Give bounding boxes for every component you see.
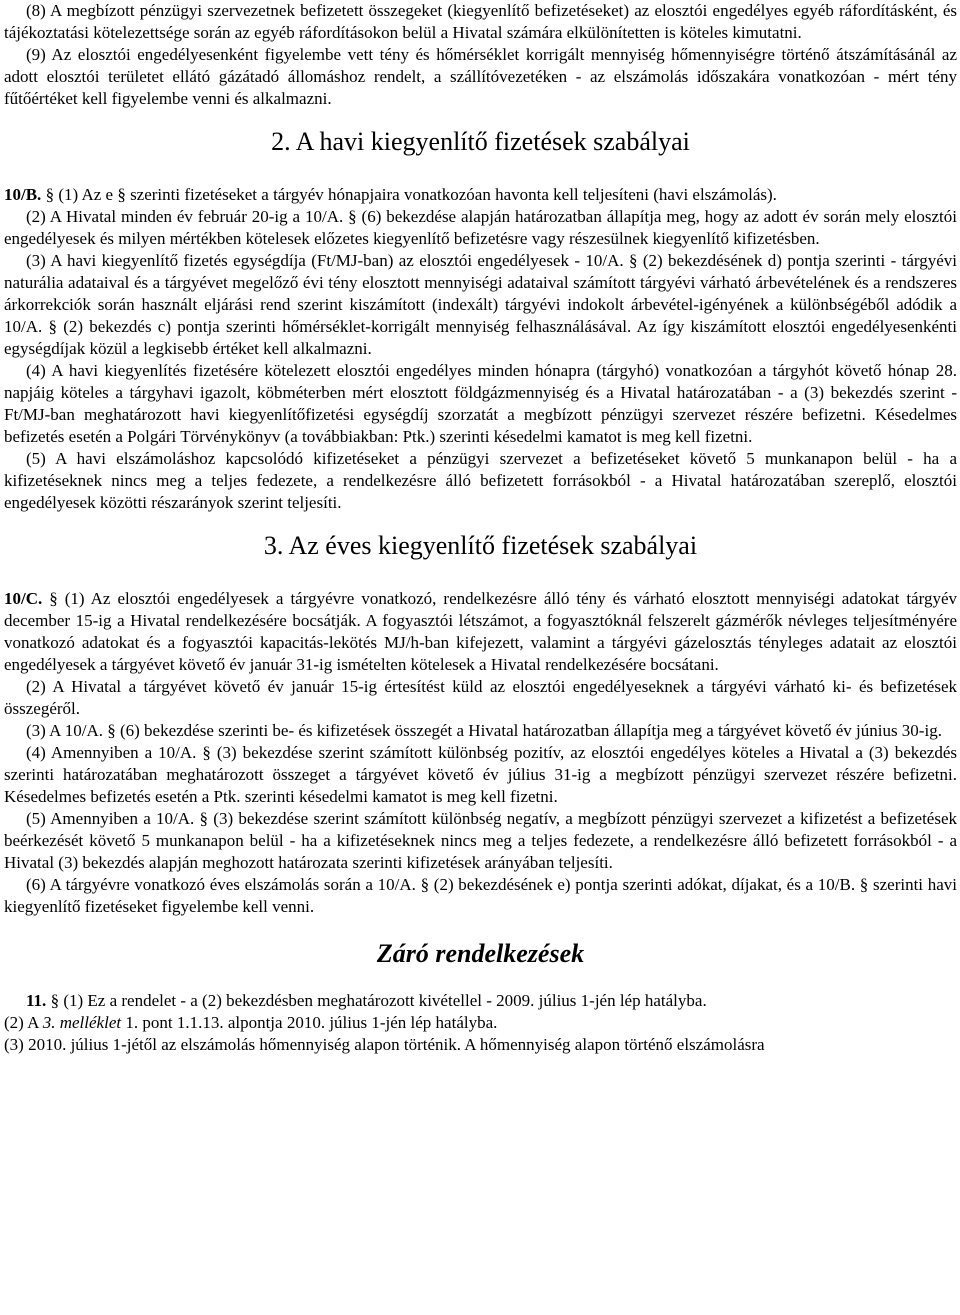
paragraph-11-2-pre: (2) A [4, 1013, 43, 1032]
section-2-heading: 2. A havi kiegyenlítő fizetések szabályai [271, 127, 690, 156]
paragraph-10b-5: (5) A havi elszámoláshoz kapcsolódó kifizetéseket a pénzügyi szervezet a befizetéseket követő 5 munkanapon belül - ha a kifizetéseknek nincs meg a teljes fedezete, a rendelkezésre álló befizetett forrásokból - a Hivatal határozatában szereplő, elosztói engedélyesek közötti részarányok szerint teljesíti. [4, 449, 957, 512]
paragraph-10c-6: (6) A tárgyévre vonatkozó éves elszámolás során a 10/A. § (2) bekezdésének e) pontja szerinti adókat, díjakat, és a 10/B. § szerinti havi kiegyenlítő fizetéseket figyelembe kell venni. [4, 875, 957, 916]
paragraph-9: (9) Az elosztói engedélyesenként figyelembe vett tény és hőmérséklet korrigált mennyiség hőmennyiségre történő átszámításánál az adott elosztói területet ellátó gázátadó állomáshoz rendelt, a szállítóvezetéken - az elszámolás időszakára vonatkozóan - mért tény fűtőértéket kell figyelembe venni és alkalmazni. [4, 45, 957, 108]
paragraph-11-3: (3) 2010. július 1-jétől az elszámolás hőmennyiség alapon történik. A hőmennyiség alapon történő elszámolásra [4, 1035, 765, 1054]
paragraph-11-2-post: 1. pont 1.1.13. alpontja 2010. július 1-jén lép hatályba. [121, 1013, 498, 1032]
paragraph-10c-5: (5) Amennyiben a 10/A. § (3) bekezdése szerint számított különbség negatív, a megbízott pénzügyi szervezet a kifizetést a befizetések beérkezését követő 5 munkanapon belül - ha a kifizetéseknek nincs meg a teljes fedezete, a rendelkezésre álló befizetett forrásokból - a Hivatal (3) bekezdés alapján meghozott határozata szerinti kifizetések arányában teljesíti. [4, 809, 957, 872]
paragraph-10b-1-text: § (1) Az e § szerinti fizetéseket a tárgyév hónapjaira vonatkozóan havonta kell teljesíteni (havi elszámolás). [41, 185, 777, 204]
paragraph-8: (8) A megbízott pénzügyi szervezetnek befizetett összegeket (kiegyenlítő befizetéseket) az elosztói engedélyes egyéb ráfordításként, és tájékoztatási kötelezettsége során az egyéb ráfordításokon belül a Hivatal számára elkülönítetten is köteles kimutatni. [4, 1, 957, 42]
paragraph-10c-2: (2) A Hivatal a tárgyévet követő év január 15-ig értesítést küld az elosztói engedélyeseknek a tárgyévi várható ki- és befizetések összegéről. [4, 677, 957, 718]
paragraph-11-2 [4, 1012, 957, 1034]
annex-reference: 3. melléklet [42, 1013, 122, 1032]
section-number-10c: 10/C. [4, 589, 43, 608]
paragraph-11-1-text: § (1) Ez a rendelet - a (2) bekezdésben meghatározott kivétellel - 2009. július 1-jén lép hatályba. [46, 991, 707, 1010]
section-number-10b: 10/B. [4, 185, 42, 204]
paragraph-10b-3: (3) A havi kiegyenlítő fizetés egységdíja (Ft/MJ-ban) az elosztói engedélyesek - 10/A. § (2) bekezdésének d) pontja szerinti - tárgyévi naturália adataival és a tárgyévet megelőző évi tény elosztott mennyiségi adataival számított tárgyévi várható árbevételének és a rendszeres árkorrekciók során használt eljárási rend szerint kiszámított (indexált) tárgyévi indokolt árbevétel-igényének a különbségéből adódik a 10/A. § (2) bekezdés c) pontja szerinti hőmérséklet-korrigált mennyiség felhasználásával. Az így kiszámított elosztói engedélyesenkénti egységdíjak közül a legkisebb értéket kell alkalmazni. [4, 251, 957, 358]
paragraph-10b-4: (4) A havi kiegyenlítés fizetésére kötelezett elosztói engedélyes minden hónapra (tárgyhó) vonatkozóan a tárgyhót követő hónap 28. napjáig köteles a tárgyhavi igazolt, köbméterben mért elosztott földgázmennyiség és a Hivatal határozatában - a (3) bekezdés szerint - Ft/MJ-ban meghatározott havi kiegyenlítőfizetési egységdíj szorzatát a megbízott pénzügyi szervezet részére befizetni. Késedelmes befizetés esetén a Polgári Törvénykönyv (a továbbiakban: Ptk.) szerinti késedelmi kamatot is meg kell fizetni. [4, 361, 957, 446]
paragraph-10c-1-text: § (1) Az elosztói engedélyesek a tárgyévre vonatkozó, rendelkezésre álló tény és várható elosztott mennyiségi adatokat tárgyév december 15-ig a Hivatal rendelkezésére bocsátják. A fogyasztói létszámot, a fogyasztóknál felszerelt gázmérők névleges teljesítményére vonatkozó adatokat és a fogyasztói kapacitás-lekötés MJ/h-ban kifejezett, valamint a tárgyévi gázelosztás tényleges adatait az elosztói engedélyesek a tárgyévet követő év január 31-ig ismételten kötelesek a Hivatal rendelkezésére bocsátani. [4, 589, 957, 674]
paragraph-10c-3: (3) A 10/A. § (6) bekezdése szerinti be- és kifizetések összegét a Hivatal határozatban állapítja meg a tárgyévet követő év június 30-ig. [26, 721, 942, 740]
section-number-11: 11. [26, 991, 47, 1010]
paragraph-11-1 [4, 990, 957, 1012]
paragraph-10c-4: (4) Amennyiben a 10/A. § (3) bekezdése szerint számított különbség pozitív, az elosztói engedélyes köteles a Hivatal a (3) bekezdés szerinti határozatában meghatározott összeget a tárgyévet követő év július 31-ig a megbízott pénzügyi szervezet részére befizetni. Késedelmes befizetés esetén a Ptk. szerinti késedelmi kamatot is meg kell fizetni. [4, 743, 957, 806]
closing-heading: Záró rendelkezések [376, 939, 585, 968]
section-3-heading: 3. Az éves kiegyenlítő fizetések szabályai [263, 531, 698, 560]
paragraph-10b-1 [4, 184, 957, 206]
paragraph-10b-2: (2) A Hivatal minden év február 20-ig a 10/A. § (6) bekezdése alapján határozatban állapítja meg, hogy az adott év során mely elosztói engedélyesek és milyen mértékben kötelesek előzetes kiegyenlítő befizetésre vagy részesülnek kiegyenlítő kifizetésben. [4, 207, 957, 248]
paragraph-10c-1 [4, 588, 957, 676]
